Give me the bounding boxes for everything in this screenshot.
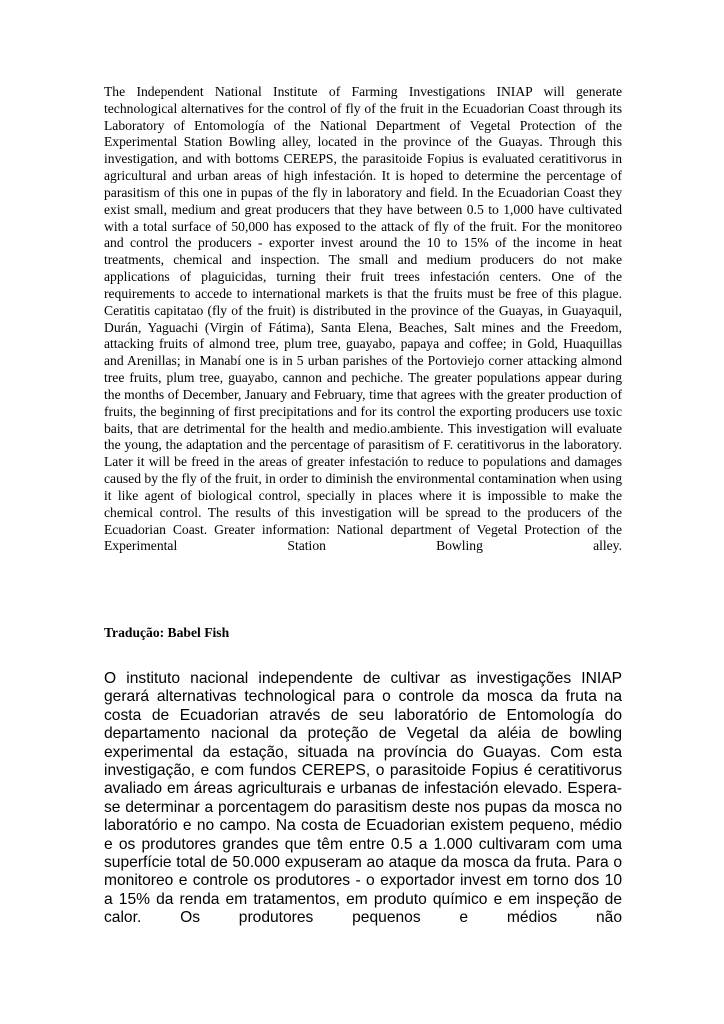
translation-credit: Tradução: Babel Fish bbox=[104, 625, 230, 640]
portuguese-paragraph: O instituto nacional independente de cultivar as investigações INIAP gerará alternativas technological para o controle da mosca da fruta na costa de Ecuadorian através de seu laboratório de Entomología do departamento nacional da proteção de Vegetal da aléia de bowling experimental da estação, situada na província do Guayas. Com esta investigação, e com fundos CEREPS, o parasitoide Fopius é ceratitivorus avaliado em áreas agriculturais e urbanas de infestación elevado. Espera-se determinar a porcentagem do parasitism deste nos pupas da mosca no laboratório e no campo. Na costa de Ecuadorian existem pequeno, médio e os produtores grandes que têm entre 0.5 a 1.000 cultivaram com uma superfície total de 50.000 expuseram ao ataque da mosca da fruta. Para o monitoreo e controle os produtores - o exportador invest em torno dos 10 a 15% da renda em tratamentos, em produto químico e em inspeção de calor. Os produtores pequenos e médios não bbox=[104, 670, 622, 927]
english-paragraph: The Independent National Institute of Farming Investigations INIAP will generate technological alternatives for the control of fly of the fruit in the Ecuadorian Coast through its Laboratory of Entomología of the National Department of Vegetal Protection of the Experimental Station Bowling alley, located in the province of the Guayas. Through this investigation, and with bottoms CEREPS, the parasitoide Fopius is evaluated ceratitivorus in agricultural and urban areas of high infestación. It is hoped to determine the percentage of parasitism of this one in pupas of the fly in laboratory and field. In the Ecuadorian Coast they exist small, medium and great producers that they have between 0.5 to 1,000 have cultivated with a total surface of 50,000 has exposed to the attack of fly of the fruit. For the monitoreo and control the producers - exporter invest around the 10 to 15% of the income in heat treatments, chemical and inspection. The small and medium producers do not make applications of plaguicidas, turning their fruit trees infestación centers. One of the requirements to accede to international markets is that the fruits must be free of this plague. Ceratitis capitatao (fly of the fruit) is distributed in the province of the Guayas, in Guayaquil, Durán, Yaguachi (Virgin of Fátima), Santa Elena, Beaches, Salt mines and the Freedom, attacking fruits of almond tree, plum tree, guayabo, papaya and coffee; in Gold, Huaquillas and Arenillas; in Manabí one is in 5 urban parishes of the Portoviejo corner attacking almond tree fruits, plum tree, guayabo, cannon and pechiche. The greater populations appear during the months of December, January and February, time that agrees with the greater production of fruits, the beginning of first precipitations and for its control the exporting producers use toxic baits, that are detrimental for the health and medio.ambiente. This investigation will evaluate the young, the adaptation and the percentage of parasitism of F. ceratitivorus in the laboratory. Later it will be freed in the areas of greater infestación to reduce to populations and damages caused by the fly of the fruit, in order to diminish the environmental contamination when using it like agent of biological control, specially in places where it is impossible to make the chemical control. The results of this investigation will be spread to the producers of the Ecuadorian Coast. Greater information: National department of Vegetal Protection of the Experimental Station Bowling alley. bbox=[104, 84, 622, 554]
